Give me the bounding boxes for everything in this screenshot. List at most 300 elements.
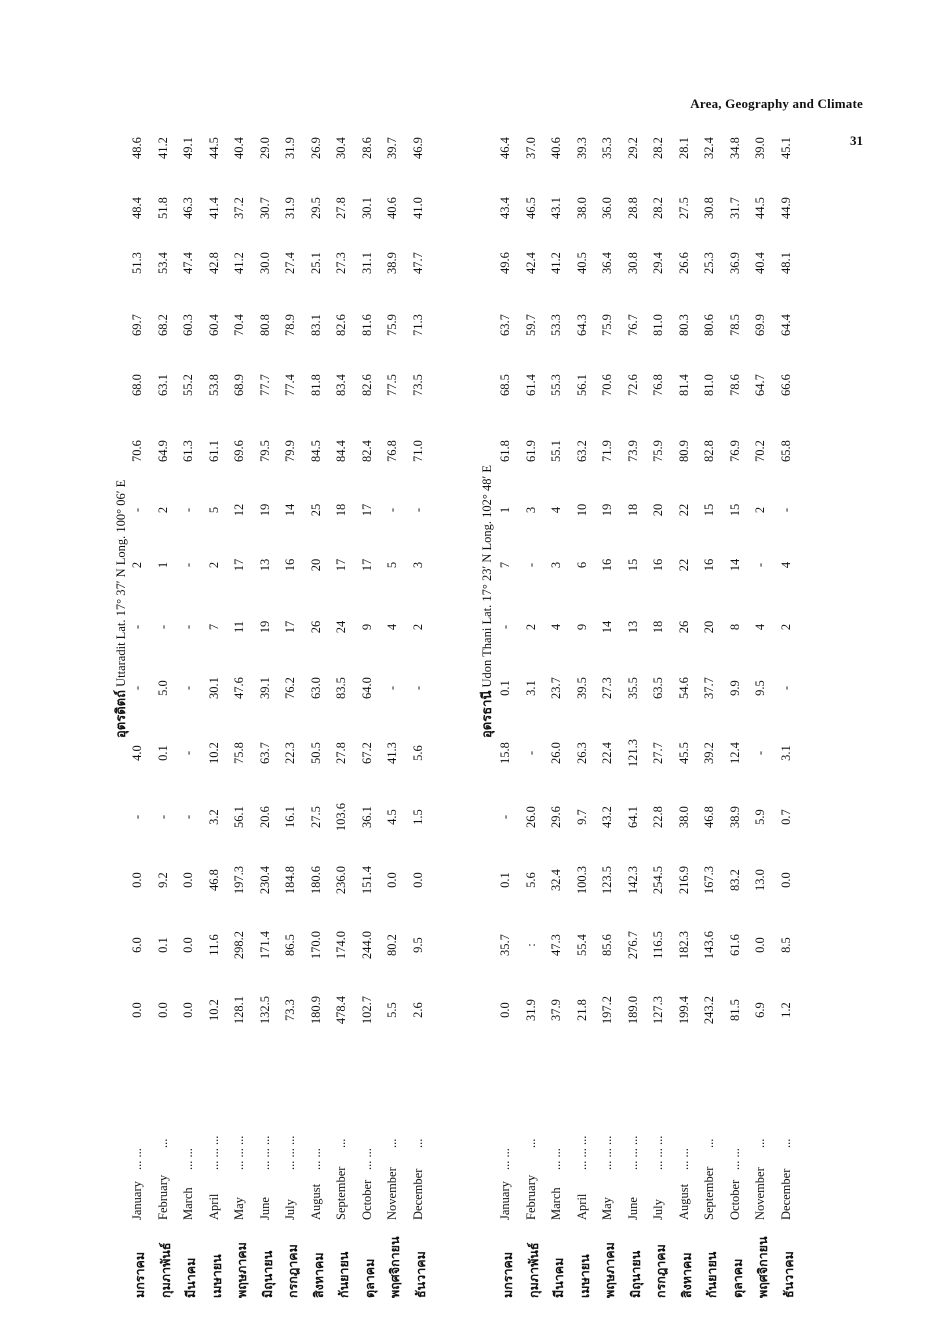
table-cell: 5 — [206, 506, 221, 514]
leader-dots: ... ... ... — [232, 1135, 246, 1170]
table-cell: 76.8 — [385, 440, 399, 462]
table-cell: 0.1 — [155, 937, 170, 953]
table-cell: 10.2 — [206, 742, 221, 764]
table-cell: 20 — [308, 558, 323, 572]
table-cell: 70.6 — [600, 374, 614, 396]
table-cell: 22 — [676, 558, 691, 572]
table-cell: 38.0 — [574, 197, 589, 219]
table-cell: 8 — [727, 623, 742, 631]
table-cell: 39.1 — [257, 677, 272, 699]
table-cell: 0.0 — [130, 872, 144, 888]
table-cell: 18 — [651, 620, 665, 634]
table-cell: 37.9 — [549, 999, 563, 1021]
table-row — [283, 137, 301, 1300]
table-cell: 276.7 — [625, 930, 640, 960]
table-cell: 14 — [283, 503, 297, 517]
month-english: October — [359, 1179, 374, 1220]
table-cell: 10 — [574, 503, 589, 517]
table-cell: 3 — [549, 561, 563, 569]
month-english: March — [181, 1187, 195, 1220]
table-cell: 16 — [702, 558, 716, 572]
table-cell: 31.9 — [523, 999, 538, 1021]
table-cell: 81.0 — [651, 314, 665, 336]
table-cell: 35.7 — [498, 934, 512, 956]
table-cell: 76.9 — [727, 440, 742, 462]
table-cell: 478.4 — [334, 995, 348, 1025]
table-cell: 16.1 — [283, 806, 297, 828]
table-row — [778, 137, 797, 1300]
month-thai: กรกฎาคม — [285, 1244, 300, 1298]
table-cell: 4 — [778, 561, 793, 569]
station-heading — [476, 465, 497, 738]
table-cell: 4 — [385, 623, 399, 631]
table-cell: 29.0 — [257, 137, 272, 159]
table-row — [334, 137, 352, 1300]
table-cell: 38.9 — [385, 252, 399, 274]
table-row — [574, 137, 593, 1300]
table-cell: 2 — [155, 506, 170, 514]
table-cell: 82.6 — [359, 374, 374, 396]
table-cell: 76.2 — [283, 677, 297, 699]
table-row — [410, 137, 429, 1300]
table-cell: - — [385, 685, 399, 691]
month-english: June — [257, 1197, 272, 1220]
table-cell: 0.0 — [181, 872, 195, 888]
table-cell: 39.0 — [753, 137, 767, 159]
table-cell: 32.4 — [702, 137, 716, 159]
table-cell: 40.4 — [753, 252, 767, 274]
table-cell: 60.3 — [181, 314, 195, 336]
table-cell: 69.9 — [753, 314, 767, 336]
table-cell: - — [410, 507, 425, 513]
table-cell: 9.9 — [727, 680, 742, 696]
table-cell: 28.6 — [359, 137, 374, 159]
table-cell: 9 — [574, 623, 589, 631]
table-cell: 4 — [753, 623, 767, 631]
table-cell: 21.8 — [574, 999, 589, 1021]
table-cell: 77.7 — [257, 374, 272, 396]
table-row — [155, 137, 174, 1300]
table-cell: 72.6 — [625, 374, 640, 396]
leader-dots: ... ... — [308, 1148, 323, 1170]
table-cell: 30.1 — [206, 677, 221, 699]
table-cell: 27.3 — [600, 677, 614, 699]
table-cell: 24 — [334, 620, 348, 634]
table-cell: 40.4 — [232, 137, 246, 159]
table-cell: 73.3 — [283, 999, 297, 1021]
table-cell: 41.4 — [206, 197, 221, 219]
climate-table — [108, 137, 838, 1300]
table-row — [549, 137, 567, 1300]
month-english: October — [727, 1179, 742, 1220]
table-cell: 30.1 — [359, 197, 374, 219]
month-thai: กรกฎาคม — [653, 1244, 668, 1298]
table-row — [232, 137, 250, 1300]
table-cell: 75.9 — [600, 314, 614, 336]
table-cell: 197.2 — [600, 995, 614, 1025]
table-cell: 81.0 — [702, 374, 716, 396]
table-cell: 5.5 — [385, 1002, 399, 1018]
table-cell: 0.1 — [155, 745, 170, 761]
month-english: July — [283, 1199, 297, 1220]
station-label: Uttaradit Lat. 17° 37′ N Long. 100° 06′ E — [114, 479, 128, 690]
leader-dots: ... ... ... — [651, 1135, 665, 1170]
table-cell: 63.2 — [574, 440, 589, 462]
table-cell: 30.8 — [625, 252, 640, 274]
table-cell: 45.1 — [778, 137, 793, 159]
table-cell: 64.7 — [753, 374, 767, 396]
table-cell: 37.0 — [523, 137, 538, 159]
table-row — [753, 137, 771, 1300]
month-english: August — [308, 1183, 323, 1220]
table-cell: 47.7 — [410, 252, 425, 274]
table-cell: 4.5 — [385, 809, 399, 825]
table-cell: 17 — [359, 558, 374, 572]
table-cell: 26.0 — [549, 742, 563, 764]
month-thai: พฤศจิกายน — [387, 1236, 402, 1298]
table-cell: 29.4 — [651, 252, 665, 274]
table-cell: 151.4 — [359, 865, 374, 895]
table-cell: 22 — [676, 503, 691, 517]
table-cell: 9.2 — [155, 872, 170, 888]
month-thai: มกราคม — [132, 1251, 147, 1298]
table-cell: 34.8 — [727, 137, 742, 159]
table-cell: 1.2 — [778, 1002, 793, 1018]
table-cell: 61.6 — [727, 934, 742, 956]
table-cell: 4.0 — [130, 745, 144, 761]
month-thai: ตุลาคม — [729, 1258, 745, 1298]
table-cell: 46.5 — [523, 197, 538, 219]
table-cell: 100.3 — [574, 865, 589, 895]
table-cell: 51.3 — [130, 252, 144, 274]
table-cell: 35.3 — [600, 137, 614, 159]
table-cell: 0.0 — [498, 1002, 512, 1018]
table-cell: 10.2 — [206, 999, 221, 1021]
table-cell: 0.0 — [130, 1002, 144, 1018]
table-cell: 2 — [206, 561, 221, 569]
table-cell: 81.5 — [727, 999, 742, 1021]
month-thai: มิถุนายน — [259, 1250, 275, 1298]
table-cell: 180.9 — [308, 995, 323, 1025]
month-english: June — [625, 1197, 640, 1220]
table-cell: 80.2 — [385, 934, 399, 956]
table-cell: 43.4 — [498, 197, 512, 219]
table-cell: 6 — [574, 561, 589, 569]
table-cell: 48.1 — [778, 252, 793, 274]
table-cell: 56.1 — [574, 374, 589, 396]
table-cell: 30.8 — [702, 197, 716, 219]
table-cell: 49.1 — [181, 137, 195, 159]
table-cell: 15 — [727, 503, 742, 517]
month-english: December — [410, 1168, 425, 1220]
table-cell: 45.5 — [676, 742, 691, 764]
table-cell: 61.3 — [181, 440, 195, 462]
table-cell: 3 — [410, 561, 425, 569]
table-cell: 55.2 — [181, 374, 195, 396]
table-row — [498, 137, 516, 1300]
table-cell: 103.6 — [334, 802, 348, 832]
table-cell: 3.1 — [778, 745, 793, 761]
table-cell: 46.8 — [206, 869, 221, 891]
month-english: November — [753, 1167, 767, 1220]
table-cell: 3.2 — [206, 809, 221, 825]
table-cell: 69.6 — [232, 440, 246, 462]
table-cell: 36.1 — [359, 806, 374, 828]
month-english: July — [651, 1199, 665, 1220]
table-cell: 47.6 — [232, 677, 246, 699]
table-cell: 46.4 — [498, 137, 512, 159]
month-english: April — [574, 1193, 589, 1220]
table-cell: 298.2 — [232, 930, 246, 960]
month-english: September — [702, 1166, 716, 1220]
table-cell: 142.3 — [625, 865, 640, 895]
table-cell: 0.1 — [498, 872, 512, 888]
table-cell: 6.0 — [130, 937, 144, 953]
table-cell: 80.8 — [257, 314, 272, 336]
table-cell: 77.5 — [385, 374, 399, 396]
table-cell: 14 — [727, 558, 742, 572]
table-cell: 4 — [549, 623, 563, 631]
table-cell: - — [523, 750, 538, 756]
table-row — [359, 137, 378, 1300]
table-cell: 39.3 — [574, 137, 589, 159]
table-cell: 0.1 — [498, 680, 512, 696]
table-cell: 2 — [130, 561, 144, 569]
table-cell: 81.8 — [308, 374, 323, 396]
table-cell: 174.0 — [334, 930, 348, 960]
table-cell: 75.9 — [385, 314, 399, 336]
table-cell: 82.6 — [334, 314, 348, 336]
table-cell: 46.3 — [181, 197, 195, 219]
table-cell: 55.4 — [574, 934, 589, 956]
leader-dots: ... — [778, 1138, 793, 1148]
table-cell: - — [181, 507, 195, 513]
table-cell: 55.1 — [549, 440, 563, 462]
table-cell: 38.9 — [727, 806, 742, 828]
table-cell: 13 — [257, 558, 272, 572]
table-cell: 44.5 — [206, 137, 221, 159]
table-cell: 36.0 — [600, 197, 614, 219]
month-thai: กันยายน — [704, 1251, 719, 1298]
month-english: January — [130, 1181, 144, 1220]
table-cell: 61.4 — [523, 374, 538, 396]
table-cell: 31.1 — [359, 252, 374, 274]
month-thai: กุมภาพันธ์ — [525, 1242, 541, 1298]
leader-dots: ... ... ... — [574, 1135, 589, 1170]
table-cell: 18 — [334, 503, 348, 517]
table-cell: 29.6 — [549, 806, 563, 828]
table-cell: - — [778, 685, 793, 691]
table-cell: 84.4 — [334, 440, 348, 462]
table-cell: 31.9 — [283, 197, 297, 219]
table-cell: 27.7 — [651, 742, 665, 764]
table-cell: 236.0 — [334, 865, 348, 895]
table-cell: 63.1 — [155, 374, 170, 396]
table-cell: 0.7 — [778, 809, 793, 825]
table-cell: 13 — [625, 620, 640, 634]
month-english: March — [549, 1187, 563, 1220]
table-cell: 75.8 — [232, 742, 246, 764]
month-thai: เมษายน — [576, 1254, 592, 1298]
table-cell: 20 — [702, 620, 716, 634]
table-cell: 27.5 — [676, 197, 691, 219]
table-cell: - — [498, 624, 512, 630]
leader-dots: ... ... — [549, 1148, 563, 1170]
table-cell: 41.2 — [549, 252, 563, 274]
table-cell: 0.0 — [155, 1002, 170, 1018]
table-cell: 83.2 — [727, 869, 742, 891]
table-cell: 13.0 — [753, 869, 767, 891]
table-cell: - — [181, 624, 195, 630]
table-cell: 4 — [549, 506, 563, 514]
month-english: May — [232, 1197, 246, 1220]
table-cell: 15.8 — [498, 742, 512, 764]
table-cell: 197.3 — [232, 865, 246, 895]
table-cell: 0.0 — [181, 937, 195, 953]
table-cell: 61.9 — [523, 440, 538, 462]
table-cell: 25.1 — [308, 252, 323, 274]
table-cell: 22.8 — [651, 806, 665, 828]
table-cell: 37.7 — [702, 677, 716, 699]
table-cell: 121.3 — [625, 738, 640, 768]
table-cell: 1.5 — [410, 809, 425, 825]
table-cell: 11.6 — [206, 934, 221, 956]
table-cell: 9.5 — [753, 680, 767, 696]
month-thai: สิงหาคม — [678, 1252, 694, 1298]
table-cell: 71.9 — [600, 440, 614, 462]
table-cell: 64.1 — [625, 806, 640, 828]
table-cell: 0.0 — [410, 872, 425, 888]
table-cell: 63.7 — [498, 314, 512, 336]
leader-dots: ... — [523, 1138, 538, 1148]
leader-dots: ... ... ... — [625, 1135, 640, 1170]
table-row — [727, 137, 746, 1300]
table-cell: 31.7 — [727, 197, 742, 219]
leader-dots: ... — [155, 1138, 170, 1148]
table-cell: 19 — [257, 620, 272, 634]
table-cell: 56.1 — [232, 806, 246, 828]
table-cell: 54.6 — [676, 677, 691, 699]
table-cell: 28.8 — [625, 197, 640, 219]
table-cell: 116.5 — [651, 931, 665, 959]
table-cell: 12.4 — [727, 742, 742, 764]
table-cell: 44.5 — [753, 197, 767, 219]
table-cell: 0.0 — [181, 1002, 195, 1018]
table-cell: 81.4 — [676, 374, 691, 396]
table-cell: 75.9 — [651, 440, 665, 462]
table-cell: 26 — [676, 620, 691, 634]
month-thai: มีนาคม — [183, 1257, 198, 1298]
table-cell: 64.3 — [574, 314, 589, 336]
table-cell: 143.6 — [702, 930, 716, 960]
table-cell: 6.9 — [753, 1002, 767, 1018]
month-english: August — [676, 1183, 691, 1220]
table-cell: 41.0 — [410, 197, 425, 219]
table-cell: 9 — [359, 623, 374, 631]
leader-dots: ... ... ... — [206, 1135, 221, 1170]
month-thai: เมษายน — [208, 1254, 224, 1298]
table-cell: 16 — [600, 558, 614, 572]
table-row — [385, 137, 403, 1300]
table-cell: 68.0 — [130, 374, 144, 396]
table-cell: - — [130, 507, 144, 513]
table-cell: - — [753, 750, 767, 756]
table-cell: 23.7 — [549, 677, 563, 699]
table-cell: 19 — [257, 503, 272, 517]
table-cell: 84.5 — [308, 440, 323, 462]
table-cell: 19 — [600, 503, 614, 517]
table-cell: 216.9 — [676, 865, 691, 895]
running-header: Area, Geography and Climate — [690, 96, 863, 111]
table-cell: 82.8 — [702, 440, 716, 462]
table-cell: 14 — [600, 620, 614, 634]
table-cell: 17 — [232, 558, 246, 572]
table-cell: 170.0 — [308, 930, 323, 960]
table-cell: 5.6 — [410, 745, 425, 761]
table-cell: 184.8 — [283, 865, 297, 895]
table-cell: 73.9 — [625, 440, 640, 462]
table-cell: 7 — [206, 623, 221, 631]
table-cell: 2 — [753, 506, 767, 514]
table-cell: 3.1 — [523, 680, 538, 696]
table-row — [523, 137, 542, 1300]
table-row — [206, 137, 225, 1300]
table-cell: 68.2 — [155, 314, 170, 336]
table-row — [651, 137, 669, 1300]
table-cell: 53.8 — [206, 374, 221, 396]
leader-dots: ... — [410, 1138, 425, 1148]
table-cell: 48.4 — [130, 197, 144, 219]
table-cell: 26 — [308, 620, 323, 634]
table-cell: 69.7 — [130, 314, 144, 336]
table-cell: 36.4 — [600, 252, 614, 274]
table-cell: 3 — [523, 506, 538, 514]
leader-dots: ... ... ... — [600, 1135, 614, 1170]
table-cell: 27.8 — [334, 197, 348, 219]
table-cell: 30.7 — [257, 197, 272, 219]
leader-dots: ... ... — [727, 1148, 742, 1170]
table-cell: 36.9 — [727, 252, 742, 274]
table-cell: 127.3 — [651, 995, 665, 1025]
table-cell: 123.5 — [600, 865, 614, 895]
table-cell: 20 — [651, 503, 665, 517]
table-cell: 27.8 — [334, 742, 348, 764]
table-cell: - — [181, 750, 195, 756]
table-cell: 17 — [359, 503, 374, 517]
month-thai: พฤษภาคม — [602, 1242, 617, 1298]
table-cell: - — [385, 507, 399, 513]
table-cell: 22.3 — [283, 742, 297, 764]
table-cell: 31.9 — [283, 137, 297, 159]
table-cell: 27.4 — [283, 252, 297, 274]
table-cell: 66.6 — [778, 374, 793, 396]
table-cell: 76.7 — [625, 314, 640, 336]
table-cell: - — [498, 814, 512, 820]
table-cell: 9.7 — [574, 809, 589, 825]
table-cell: 79.5 — [257, 440, 272, 462]
table-cell: 70.6 — [130, 440, 144, 462]
table-cell: 20.6 — [257, 806, 272, 828]
table-cell: 64.0 — [359, 677, 374, 699]
leader-dots: ... ... — [359, 1148, 374, 1170]
table-cell: 64.9 — [155, 440, 170, 462]
table-cell: 71.3 — [410, 314, 425, 336]
table-cell: 44.9 — [778, 197, 793, 219]
table-cell: 53.3 — [549, 314, 563, 336]
table-cell: 46.9 — [410, 137, 425, 159]
table-row — [676, 137, 695, 1300]
month-english: December — [778, 1168, 793, 1220]
